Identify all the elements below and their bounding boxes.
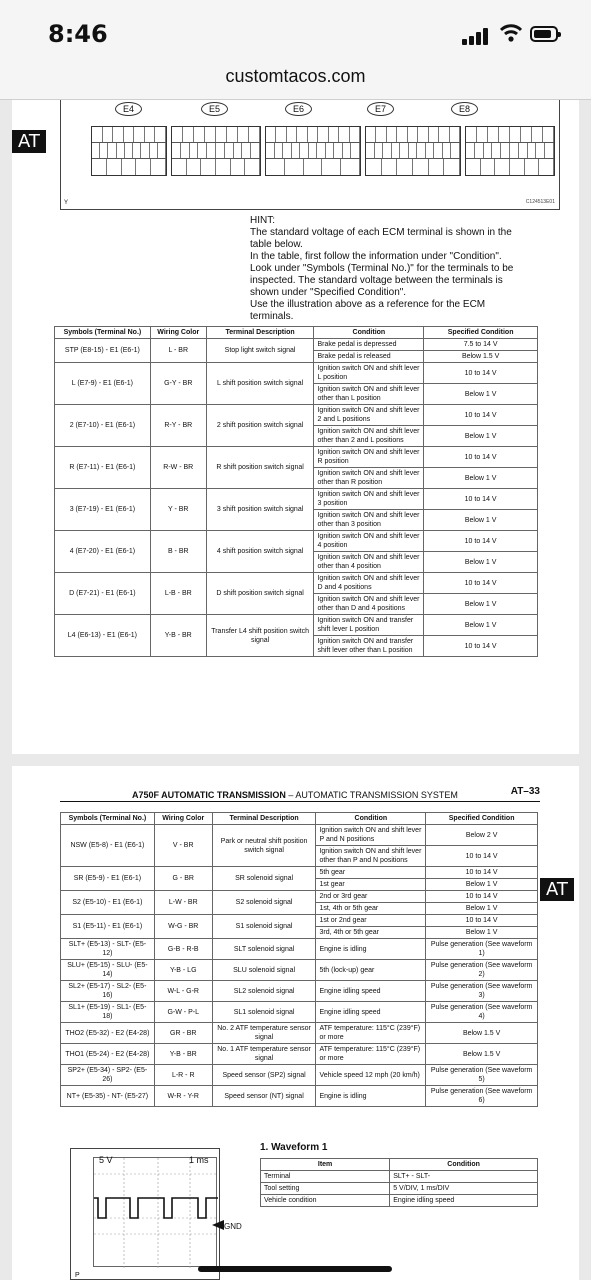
waveform-table [260, 1158, 538, 1207]
terminal-symbol: L4 (E6-13) - E1 (E6-1) [55, 615, 151, 657]
terminal-description: S1 solenoid signal [212, 915, 316, 939]
condition: Ignition switch ON and transfer shift lever L position [314, 615, 424, 636]
page-number: AT–33 [510, 786, 540, 797]
wiring-color: Y-B - LG [154, 960, 212, 981]
condition: 1st or 2nd gear [316, 915, 426, 927]
table-header: Terminal Description [206, 327, 314, 339]
condition: Ignition switch ON and transfer shift lever other than L position [314, 636, 424, 657]
specified-condition: Pulse generation (See waveform 3) [426, 981, 538, 1002]
condition: Brake pedal is released [314, 351, 424, 363]
terminal-symbol: S1 (E5-11) - E1 (E6-1) [61, 915, 155, 939]
specified-condition: Below 2 V [426, 825, 538, 846]
terminal-description: SL1 solenoid signal [212, 1002, 316, 1023]
condition: Ignition switch ON and shift lever other than L position [314, 384, 424, 405]
hint-line: Look under "Symbols (Terminal No.)" for the terminals to be inspected. The standard voltage between the terminals is shown under "Specified Condition". [250, 263, 514, 298]
terminal-symbol: THO2 (E5-32) - E2 (E4-28) [61, 1023, 155, 1044]
specified-condition: Below 1 V [424, 426, 538, 447]
specified-condition: Below 1 V [424, 510, 538, 531]
ecm-terminal-table-2 [60, 812, 538, 1107]
wiring-color: B - BR [150, 531, 206, 573]
wiring-color: L - BR [150, 339, 206, 363]
terminal-symbol: 2 (E7-10) - E1 (E6-1) [55, 405, 151, 447]
condition: Vehicle speed 12 mph (20 km/h) [316, 1065, 426, 1086]
ecm-connector-diagram [60, 100, 560, 210]
table-row [61, 825, 538, 846]
terminal-symbol: NSW (E5-8) - E1 (E6-1) [61, 825, 155, 867]
hint-line: The standard voltage of each ECM terminal is shown in the table below. [250, 227, 512, 250]
terminal-description: Stop light switch signal [206, 339, 314, 363]
terminal-description: Speed sensor (SP2) signal [212, 1065, 316, 1086]
condition: 5th (lock-up) gear [316, 960, 426, 981]
browser-url-bar[interactable] [0, 60, 591, 100]
condition: Ignition switch ON and shift lever other than 2 and L positions [314, 426, 424, 447]
specified-condition: Below 1 V [426, 879, 538, 891]
table-header: Specified Condition [426, 813, 538, 825]
connector-label: E8 [451, 102, 478, 116]
table-row [61, 981, 538, 1002]
terminal-description: SL2 solenoid signal [212, 981, 316, 1002]
status-bar [0, 0, 591, 60]
condition: ATF temperature: 115°C (239°F) or more [316, 1044, 426, 1065]
waveform-condition: SLT+ - SLT- [390, 1171, 538, 1183]
waveform-item: Tool setting [261, 1183, 390, 1195]
specified-condition: Pulse generation (See waveform 6) [426, 1086, 538, 1107]
condition: 5th gear [316, 867, 426, 879]
terminal-description: Transfer L4 shift position switch signal [206, 615, 314, 657]
table-row [61, 1065, 538, 1086]
at-side-tab: AT [12, 130, 46, 153]
wiring-color: W-G - BR [154, 915, 212, 939]
connector-e8 [465, 126, 555, 176]
condition: 1st gear [316, 879, 426, 891]
wiring-color: R-Y - BR [150, 405, 206, 447]
table-row [61, 1002, 538, 1023]
table-header: Symbols (Terminal No.) [61, 813, 155, 825]
wiring-color: GR - BR [154, 1023, 212, 1044]
home-indicator[interactable] [198, 1266, 392, 1272]
terminal-symbol: SR (E5-9) - E1 (E6-1) [61, 867, 155, 891]
condition: Ignition switch ON and shift lever other than 4 position [314, 552, 424, 573]
waveform-heading: 1. Waveform 1 [260, 1142, 328, 1153]
wiring-color: Y-B - BR [150, 615, 206, 657]
terminal-symbol: SL1+ (E5-19) - SL1- (E5-18) [61, 1002, 155, 1023]
time-div-label: 1 ms [189, 1155, 209, 1165]
terminal-description: 3 shift position switch signal [206, 489, 314, 531]
condition: Ignition switch ON and shift lever 3 position [314, 489, 424, 510]
clock: 8:46 [48, 20, 108, 48]
table-row [61, 891, 538, 903]
condition: Ignition switch ON and shift lever L position [314, 363, 424, 384]
connector-label: E4 [115, 102, 142, 116]
diagram-code: C124513E01 [525, 199, 555, 205]
table-header: Wiring Color [150, 327, 206, 339]
table-row [61, 1086, 538, 1107]
specified-condition: 10 to 14 V [424, 405, 538, 426]
specified-condition: 10 to 14 V [424, 636, 538, 657]
specified-condition: 7.5 to 14 V [424, 339, 538, 351]
terminal-symbol: THO1 (E5-24) - E2 (E4-28) [61, 1044, 155, 1065]
waveform-table-header: Condition [390, 1159, 538, 1171]
terminal-symbol: L (E7-9) - E1 (E6-1) [55, 363, 151, 405]
condition: ATF temperature: 115°C (239°F) or more [316, 1023, 426, 1044]
specified-condition: Below 1 V [426, 903, 538, 915]
specified-condition: 10 to 14 V [424, 363, 538, 384]
condition: Ignition switch ON and shift lever other than R position [314, 468, 424, 489]
table-row [55, 363, 538, 384]
specified-condition: Pulse generation (See waveform 4) [426, 1002, 538, 1023]
ecm-terminal-table-1 [54, 326, 538, 657]
specified-condition: Below 1 V [426, 927, 538, 939]
condition: Ignition switch ON and shift lever 4 position [314, 531, 424, 552]
table-row [61, 960, 538, 981]
terminal-description: D shift position switch signal [206, 573, 314, 615]
specified-condition: Below 1.5 V [426, 1023, 538, 1044]
table-row [55, 615, 538, 636]
waveform-item: Vehicle condition [261, 1195, 390, 1207]
page-title: A750F AUTOMATIC TRANSMISSION – AUTOMATIC TRANSMISSION SYSTEM [132, 790, 458, 800]
battery-icon [530, 26, 558, 42]
wiring-color: W-L - G-R [154, 981, 212, 1002]
wiring-color: W-R - Y-R [154, 1086, 212, 1107]
hint-block [250, 215, 528, 323]
specified-condition: Below 1 V [424, 594, 538, 615]
gnd-label: GND [224, 1222, 242, 1231]
table-row [61, 867, 538, 879]
table-header: Condition [316, 813, 426, 825]
terminal-description: SLT solenoid signal [212, 939, 316, 960]
condition: Engine is idling [316, 939, 426, 960]
table-row [61, 1023, 538, 1044]
terminal-symbol: SP2+ (E5-34) - SP2- (E5-26) [61, 1065, 155, 1086]
specified-condition: Below 1.5 V [426, 1044, 538, 1065]
condition: 1st, 4th or 5th gear [316, 903, 426, 915]
table-header: Symbols (Terminal No.) [55, 327, 151, 339]
specified-condition: 10 to 14 V [424, 489, 538, 510]
diagram-corner-mark: Y [64, 200, 69, 206]
terminal-symbol: 3 (E7-19) - E1 (E6-1) [55, 489, 151, 531]
terminal-symbol: STP (E8-15) - E1 (E6-1) [55, 339, 151, 363]
url-text: customtacos.com [225, 66, 366, 86]
specified-condition: 10 to 14 V [424, 573, 538, 594]
terminal-symbol: D (E7-21) - E1 (E6-1) [55, 573, 151, 615]
specified-condition: 10 to 14 V [426, 846, 538, 867]
specified-condition: 10 to 14 V [426, 891, 538, 903]
table-header: Wiring Color [154, 813, 212, 825]
manual-page-2 [12, 766, 579, 1280]
specified-condition: Below 1 V [424, 615, 538, 636]
cellular-signal-icon [462, 27, 492, 45]
terminal-symbol: 4 (E7-20) - E1 (E6-1) [55, 531, 151, 573]
connector-label: E6 [285, 102, 312, 116]
terminal-description: No. 2 ATF temperature sensor signal [212, 1023, 316, 1044]
table-row [55, 531, 538, 552]
oscilloscope-screen [93, 1157, 217, 1267]
table-row [55, 339, 538, 351]
connector-label: E5 [201, 102, 228, 116]
terminal-description: No. 1 ATF temperature sensor signal [212, 1044, 316, 1065]
terminal-description: Speed sensor (NT) signal [212, 1086, 316, 1107]
hint-line: In the table, first follow the information under "Condition". [250, 251, 502, 262]
hint-line: Use the illustration above as a reference for the ECM terminals. [250, 299, 486, 322]
at-side-tab: AT [540, 878, 574, 901]
table-row [55, 447, 538, 468]
condition: Engine idling speed [316, 1002, 426, 1023]
condition: Ignition switch ON and shift lever P and N positions [316, 825, 426, 846]
condition: Ignition switch ON and shift lever R position [314, 447, 424, 468]
wiring-color: L-W - BR [154, 891, 212, 915]
wifi-icon [500, 23, 522, 43]
condition: Ignition switch ON and shift lever other than P and N positions [316, 846, 426, 867]
terminal-description: R shift position switch signal [206, 447, 314, 489]
wiring-color: R-W - BR [150, 447, 206, 489]
condition: Ignition switch ON and shift lever 2 and L positions [314, 405, 424, 426]
terminal-description: SLU solenoid signal [212, 960, 316, 981]
terminal-description: 4 shift position switch signal [206, 531, 314, 573]
specified-condition: Below 1 V [424, 468, 538, 489]
terminal-description: L shift position switch signal [206, 363, 314, 405]
condition: Ignition switch ON and shift lever other than 3 position [314, 510, 424, 531]
specified-condition: 10 to 14 V [426, 867, 538, 879]
terminal-symbol: S2 (E5-10) - E1 (E6-1) [61, 891, 155, 915]
wiring-color: G-B - R-B [154, 939, 212, 960]
wiring-color: Y-B - BR [154, 1044, 212, 1065]
wiring-color: V - BR [154, 825, 212, 867]
manual-page-1 [12, 100, 579, 754]
terminal-description: 2 shift position switch signal [206, 405, 314, 447]
table-header: Terminal Description [212, 813, 316, 825]
specified-condition: Below 1 V [424, 552, 538, 573]
specified-condition: Below 1.5 V [424, 351, 538, 363]
wiring-color: G - BR [154, 867, 212, 891]
condition: 2nd or 3rd gear [316, 891, 426, 903]
waveform-condition: 5 V/DIV, 1 ms/DIV [390, 1183, 538, 1195]
figure-corner-mark: P [75, 1272, 80, 1279]
wiring-color: L-B - BR [150, 573, 206, 615]
specified-condition: Pulse generation (See waveform 2) [426, 960, 538, 981]
table-row [61, 915, 538, 927]
specified-condition: 10 to 14 V [424, 531, 538, 552]
wiring-color: Y - BR [150, 489, 206, 531]
connector-e7 [365, 126, 461, 176]
specified-condition: Pulse generation (See waveform 1) [426, 939, 538, 960]
connector-label: E7 [367, 102, 394, 116]
terminal-symbol: SLU+ (E5-15) - SLU- (E5-14) [61, 960, 155, 981]
specified-condition: Pulse generation (See waveform 5) [426, 1065, 538, 1086]
specified-condition: Below 1 V [424, 384, 538, 405]
wiring-color: G-W - P-L [154, 1002, 212, 1023]
condition: Engine idling speed [316, 981, 426, 1002]
connector-e4 [91, 126, 167, 176]
terminal-description: S2 solenoid signal [212, 891, 316, 915]
waveform-item: Terminal [261, 1171, 390, 1183]
specified-condition: 10 to 14 V [424, 447, 538, 468]
table-header: Specified Condition [424, 327, 538, 339]
connector-e6 [265, 126, 361, 176]
waveform-table-header: Item [261, 1159, 390, 1171]
condition: 3rd, 4th or 5th gear [316, 927, 426, 939]
specified-condition: 10 to 14 V [426, 915, 538, 927]
volt-div-label: 5 V [99, 1155, 113, 1165]
terminal-symbol: NT+ (E5-35) - NT- (E5-27) [61, 1086, 155, 1107]
terminal-symbol: R (E7-11) - E1 (E6-1) [55, 447, 151, 489]
wiring-color: G-Y - BR [150, 363, 206, 405]
condition: Brake pedal is depressed [314, 339, 424, 351]
terminal-description: Park or neutral shift position switch signal [212, 825, 316, 867]
terminal-symbol: SLT+ (E5-13) - SLT- (E5-12) [61, 939, 155, 960]
waveform-trace [94, 1158, 218, 1268]
table-row [61, 939, 538, 960]
waveform-figure [70, 1148, 220, 1280]
terminal-description: SR solenoid signal [212, 867, 316, 891]
condition: Ignition switch ON and shift lever other than D and 4 positions [314, 594, 424, 615]
condition: Engine is idling [316, 1086, 426, 1107]
table-row [55, 573, 538, 594]
terminal-symbol: SL2+ (E5-17) - SL2- (E5-16) [61, 981, 155, 1002]
gnd-arrow-icon [212, 1220, 224, 1230]
condition: Ignition switch ON and shift lever D and 4 positions [314, 573, 424, 594]
table-row [61, 1044, 538, 1065]
connector-e5 [171, 126, 261, 176]
hint-title: HINT: [250, 215, 275, 226]
table-header: Condition [314, 327, 424, 339]
table-row [55, 405, 538, 426]
table-row [55, 489, 538, 510]
page-header [60, 786, 540, 802]
waveform-condition: Engine idling speed [390, 1195, 538, 1207]
wiring-color: L-R - R [154, 1065, 212, 1086]
